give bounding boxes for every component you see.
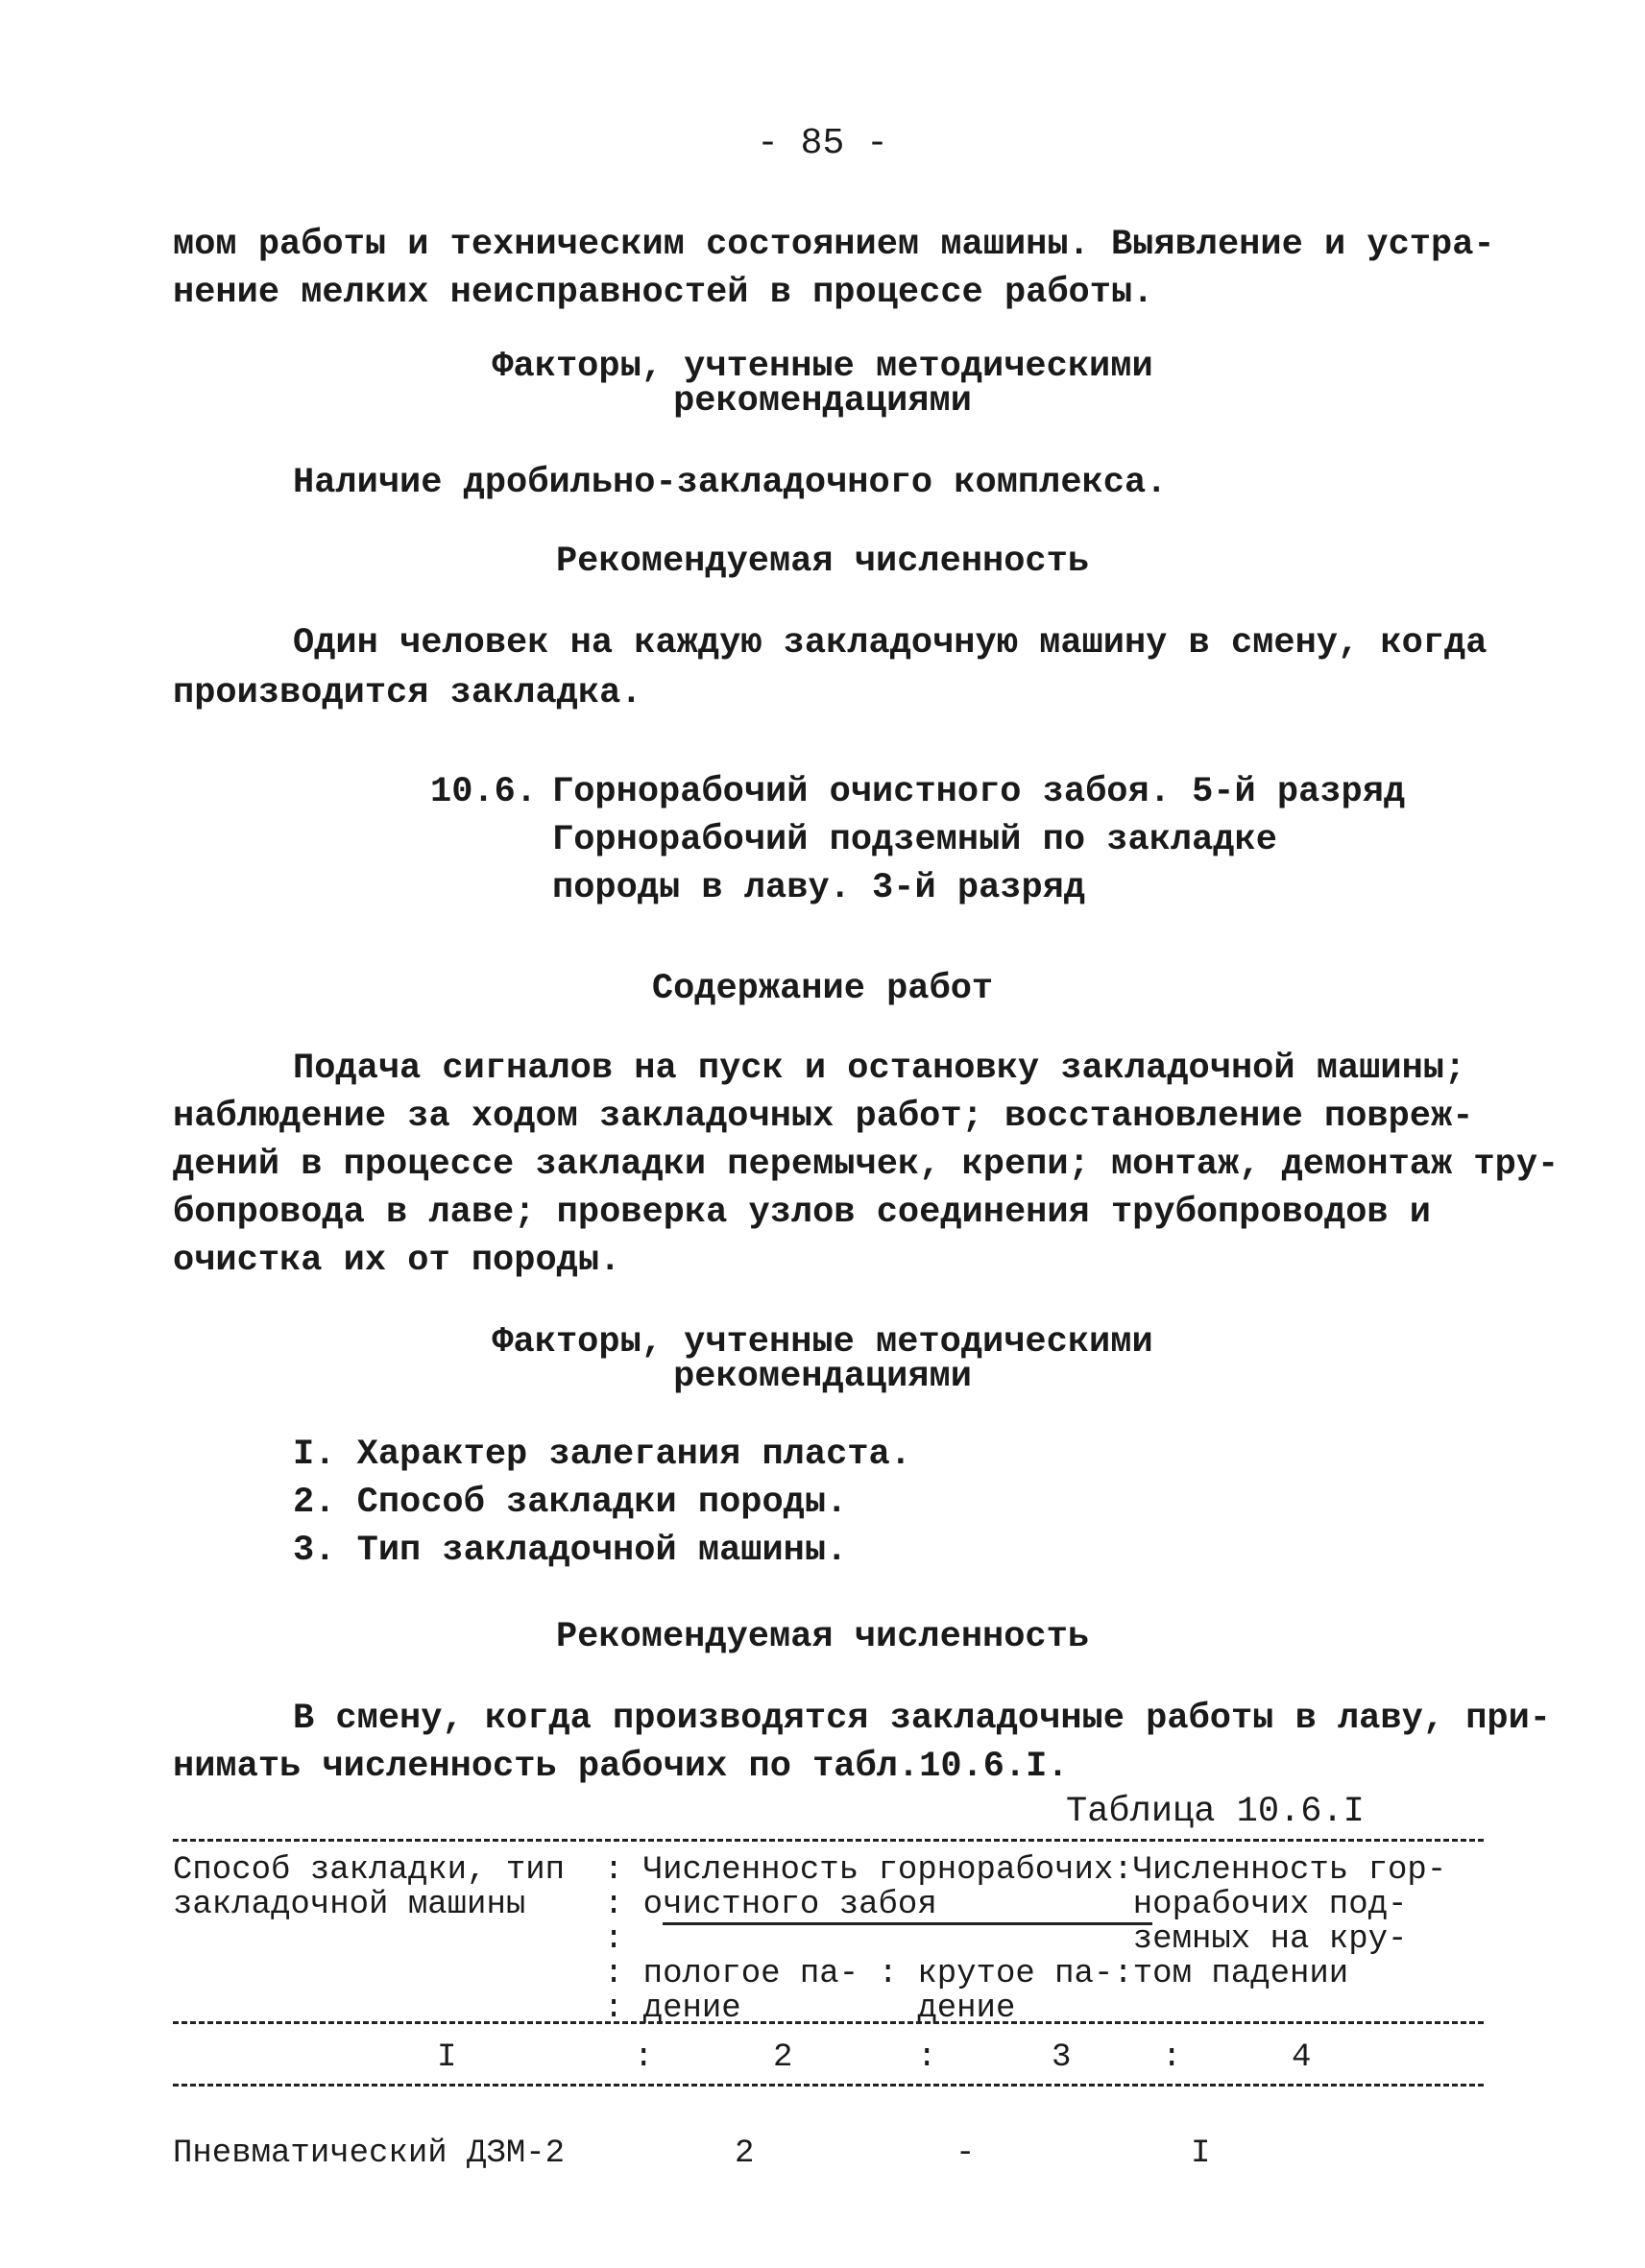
factors-heading-2b: рекомендациями (673, 1357, 972, 1397)
table-header-line-2: закладочной машины : очистного забоя норабочих под- (173, 1887, 1408, 1923)
factor-item-1: I. Характер залегания пласта. (293, 1435, 911, 1475)
column-separator-3: : (1162, 2039, 1182, 2076)
factor-item-2: 2. Способ закладки породы. (293, 1483, 848, 1523)
recommended-line-2: производится закладка. (173, 673, 642, 713)
factors-heading-1a: Факторы, учтенные методическими (492, 347, 1153, 387)
column-number-2: 2 (773, 2039, 793, 2076)
section-number: 10.6. (430, 772, 538, 812)
row-steep-crew-value: I (1191, 2135, 1211, 2172)
recommended-heading-2: Рекомендуемая численность (555, 1617, 1090, 1657)
work-content-line-4: бопровода в лаве; проверка узлов соединения трубопроводов и (173, 1193, 1432, 1233)
column-number-1: I (437, 2039, 457, 2076)
page-number: - 85 - (757, 123, 888, 164)
table-header-line-4: : пологое па- : крутое па-:том падении (173, 1956, 1349, 1992)
table-header-line-5: : дение дение (173, 1991, 1016, 2027)
table-header-rule (173, 2021, 1484, 2024)
intro-line-1: мом работы и техническим состоянием машины. Выявление и устра- (173, 225, 1495, 265)
column-separator-2: : (917, 2039, 937, 2076)
recommended-heading-1: Рекомендуемая численность (555, 542, 1090, 582)
row-method: Пневматический ДЗМ-2 (173, 2135, 566, 2172)
work-content-line-5: очистка их от породы. (173, 1241, 621, 1281)
row-gentle-value: 2 (735, 2135, 755, 2172)
work-content-line-3: дений в процессе закладки перемычек, крепи; монтаж, демонтаж тру- (173, 1145, 1560, 1185)
work-content-heading: Содержание работ (651, 969, 994, 1009)
factors-text-1: Наличие дробильно-закладочного комплекса. (293, 463, 1168, 503)
section-title-line-3: породы в лаву. 3-й разряд (552, 868, 1086, 908)
recommended2-line-2: нимать численность рабочих по табл.10.6.I. (173, 1747, 1069, 1787)
factors-heading-2a: Факторы, учтенные методическими (492, 1322, 1153, 1363)
table-header-line-3: : земных на кру- (173, 1921, 1408, 1958)
work-content-line-1: Подача сигналов на пуск и остановку закладочной машины; (293, 1049, 1466, 1089)
table-header-line-1: Способ закладки, тип : Численность горнорабочих:Численность гор- (173, 1852, 1447, 1889)
recommended2-line-1: В смену, когда производятся закладочные работы в лаву, при- (293, 1699, 1552, 1739)
table-columns-rule (173, 2084, 1484, 2087)
table-caption: Таблица 10.6.I (1066, 1792, 1365, 1832)
intro-line-2: нение мелких неисправностей в процессе работы. (173, 273, 1154, 313)
factors-heading-1b: рекомендациями (673, 381, 972, 422)
work-content-line-2: наблюдение за ходом закладочных работ; восстановление повреж- (173, 1097, 1474, 1137)
table-top-rule (173, 1839, 1484, 1842)
section-title-line-1: Горнорабочий очистного забоя. 5-й разряд (552, 772, 1406, 812)
section-title-line-2: Горнорабочий подземный по закладке (552, 820, 1277, 860)
recommended-line-1: Один человек на каждую закладочную машину в смену, когда (293, 623, 1488, 664)
column-separator-1: : (634, 2039, 654, 2076)
factor-item-3: 3. Тип закладочной машины. (293, 1531, 848, 1571)
column-number-3: 3 (1052, 2039, 1072, 2076)
column-number-4: 4 (1292, 2039, 1312, 2076)
row-steep-value: - (956, 2135, 976, 2172)
